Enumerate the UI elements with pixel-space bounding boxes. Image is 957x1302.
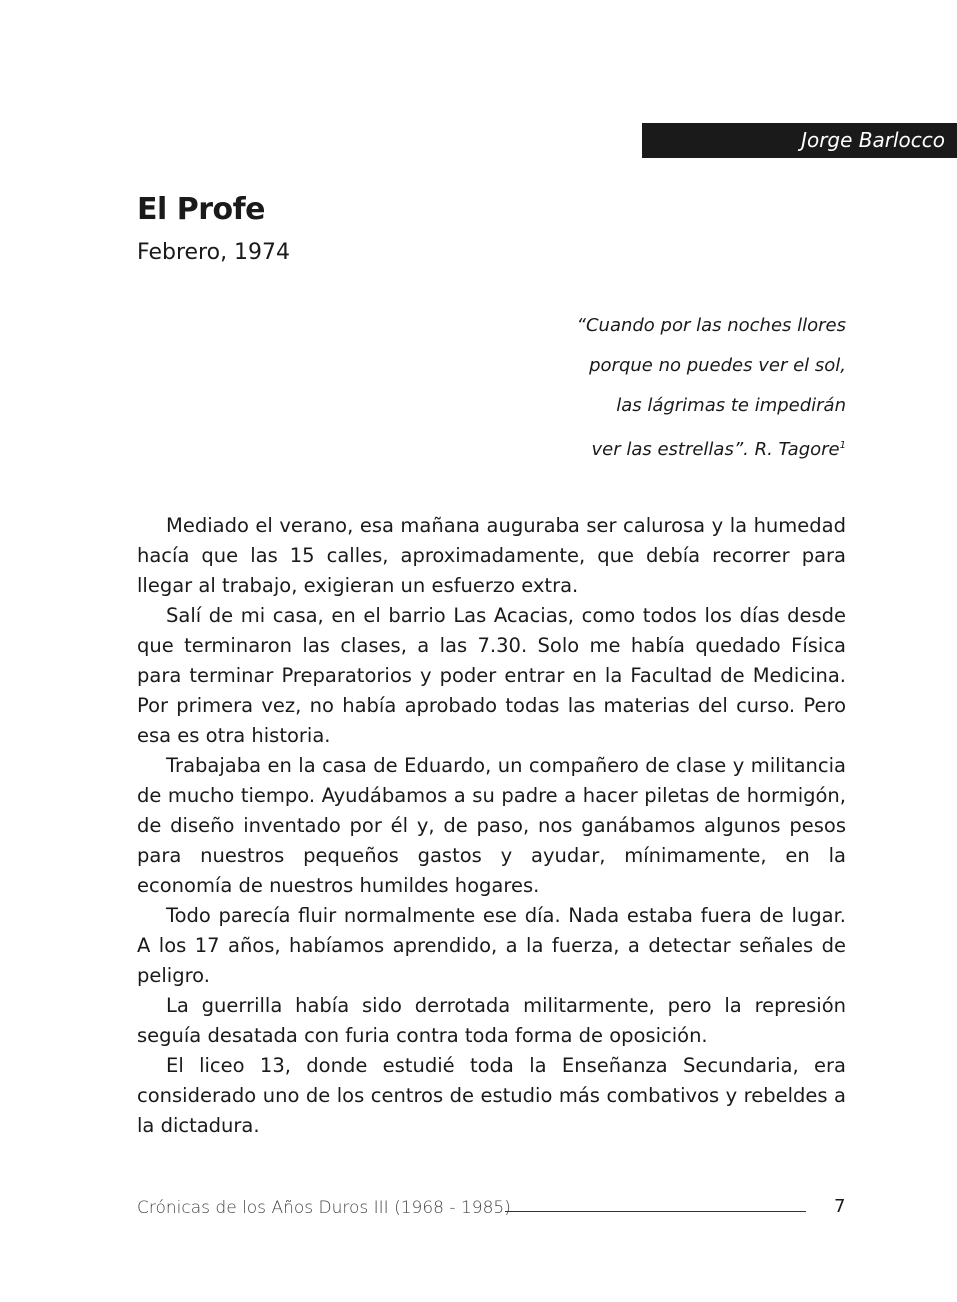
author-banner: [642, 123, 957, 158]
footnote-mark: 1: [839, 440, 846, 451]
paragraph: La guerrilla había sido derrotada militarmente, pero la represión seguía desatada con furia contra toda forma de oposición.: [137, 994, 846, 1047]
page-number: 7: [834, 1196, 846, 1217]
epigraph-line-attribution: [420, 426, 846, 470]
chapter-date: Febrero, 1974: [137, 240, 291, 265]
epigraph-attribution-text: ver las estrellas”. R. Tagore: [591, 439, 840, 460]
footer-book-title: Crónicas de los Años Duros III (1968 - 1985): [137, 1198, 511, 1218]
body-text: [137, 511, 846, 1141]
epigraph-line: las lágrimas te impedirán: [616, 395, 846, 416]
epigraph: [420, 306, 846, 470]
paragraph: Mediado el verano, esa mañana auguraba ser calurosa y la humedad hacía que las 15 calles, aproximadamente, que debía recorrer para llegar al trabajo, exigieran un esfuerzo extra.: [137, 514, 846, 597]
paragraph: El liceo 13, donde estudié toda la Enseñanza Secundaria, era considerado uno de los centros de estudio más combativos y rebeldes a la dictadura.: [137, 1054, 846, 1137]
paragraph: Todo parecía fluir normalmente ese día. Nada estaba fuera de lugar. A los 17 años, habíamos aprendido, a la fuerza, a detectar señales de peligro.: [137, 904, 846, 987]
paragraph: Trabajaba en la casa de Eduardo, un compañero de clase y militancia de mucho tiempo. Ayudábamos a su padre a hacer piletas de hormigón, de diseño inventado por él y, de paso, nos ganábamos algunos pesos para nuestros pequeños gastos y ayudar, mínimamente, en la economía de nuestros humildes hogares.: [137, 754, 846, 897]
epigraph-line: porque no puedes ver el sol,: [589, 355, 846, 376]
footer-divider: [505, 1211, 806, 1212]
chapter-title: El Profe: [137, 192, 266, 227]
author-name: Jorge Barlocco: [801, 128, 945, 152]
paragraph: Salí de mi casa, en el barrio Las Acacias, como todos los días desde que terminaron las clases, a las 7.30. Solo me había quedado Física para terminar Preparatorios y poder entrar en la Facultad de Medicina. Por primera vez, no había aprobado todas las materias del curso. Pero esa es otra historia.: [137, 604, 846, 747]
epigraph-line: “Cuando por las noches llores: [576, 315, 846, 336]
